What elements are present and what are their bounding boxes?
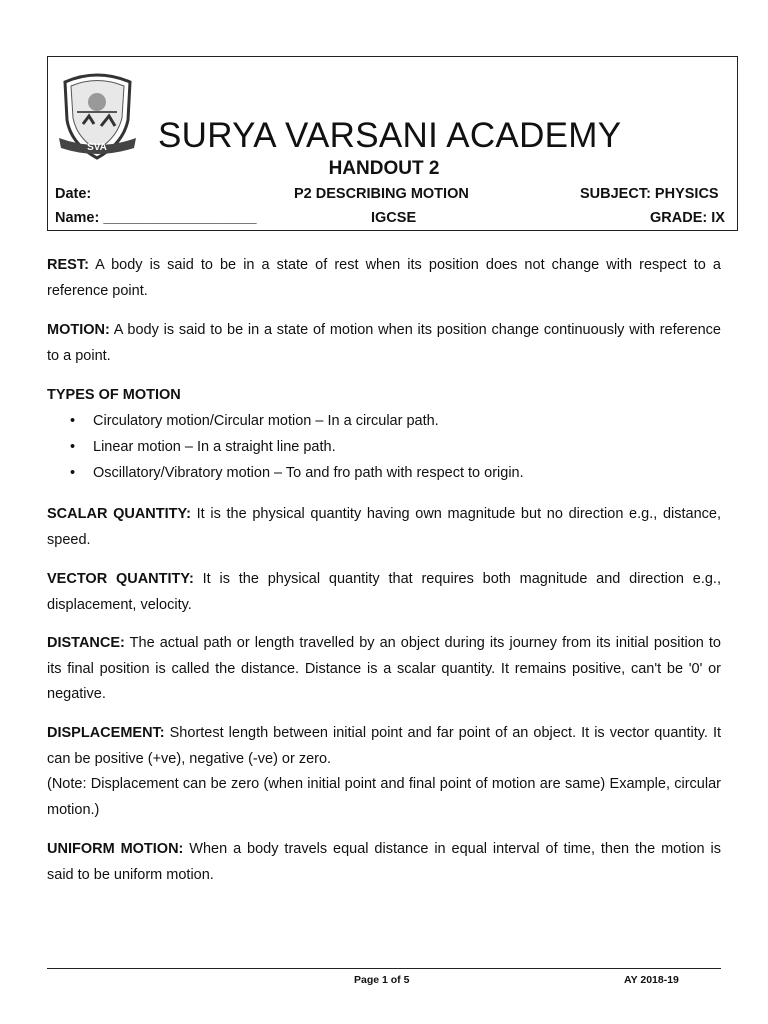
motion-paragraph: MOTION: A body is said to be in a state of motion when its position change continuously with reference to a point. bbox=[47, 322, 721, 364]
distance-paragraph: DISTANCE: The actual path or length travelled by an object during its journey from its initial position to its final position is called the distance. Distance is a scalar quantity. It remains positive, can't be '0' or negative. bbox=[47, 635, 721, 702]
page-number: Page 1 of 5 bbox=[354, 974, 410, 986]
subject-label: SUBJECT: PHYSICS bbox=[580, 186, 719, 202]
types-of-motion-heading: TYPES OF MOTION bbox=[47, 387, 181, 403]
board-label: IGCSE bbox=[371, 210, 417, 226]
list-item: • Linear motion – In a straight line path. bbox=[70, 439, 336, 455]
scalar-paragraph: SCALAR QUANTITY: It is the physical quantity having own magnitude but no direction e.g., distance, speed. bbox=[47, 506, 721, 548]
school-name: SURYA VARSANI ACADEMY bbox=[158, 116, 622, 155]
displacement-paragraph: DISPLACEMENT: Shortest length between initial point and far point of an object. It is vector quantity. It can be positive (+ve), negative (-ve) or zero. (Note: Displacement can be zero (when initial point and final point of motion are same) Example, circular motion.) bbox=[47, 725, 721, 818]
logo-text: SVA bbox=[87, 142, 107, 153]
uniform-motion-paragraph: UNIFORM MOTION: When a body travels equal distance in equal interval of time, then the motion is said to be uniform motion. bbox=[47, 841, 721, 883]
rest-paragraph: REST: A body is said to be in a state of rest when its position does not change with respect to a reference point. bbox=[47, 257, 721, 299]
list-item: • Oscillatory/Vibratory motion – To and fro path with respect to origin. bbox=[70, 465, 524, 481]
name-field: Name: ___________________ bbox=[55, 210, 257, 226]
footer-divider bbox=[47, 968, 721, 969]
academic-year: AY 2018-19 bbox=[624, 974, 679, 986]
list-item: • Circulatory motion/Circular motion – In a circular path. bbox=[70, 413, 439, 429]
school-crest-logo bbox=[55, 68, 140, 160]
date-label: Date: bbox=[55, 186, 92, 202]
grade-label: GRADE: IX bbox=[650, 210, 725, 226]
handout-title: HANDOUT 2 bbox=[328, 158, 440, 179]
vector-paragraph: VECTOR QUANTITY: It is the physical quantity that requires both magnitude and direction e.g., displacement, velocity. bbox=[47, 571, 721, 613]
topic-title: P2 DESCRIBING MOTION bbox=[294, 186, 469, 202]
